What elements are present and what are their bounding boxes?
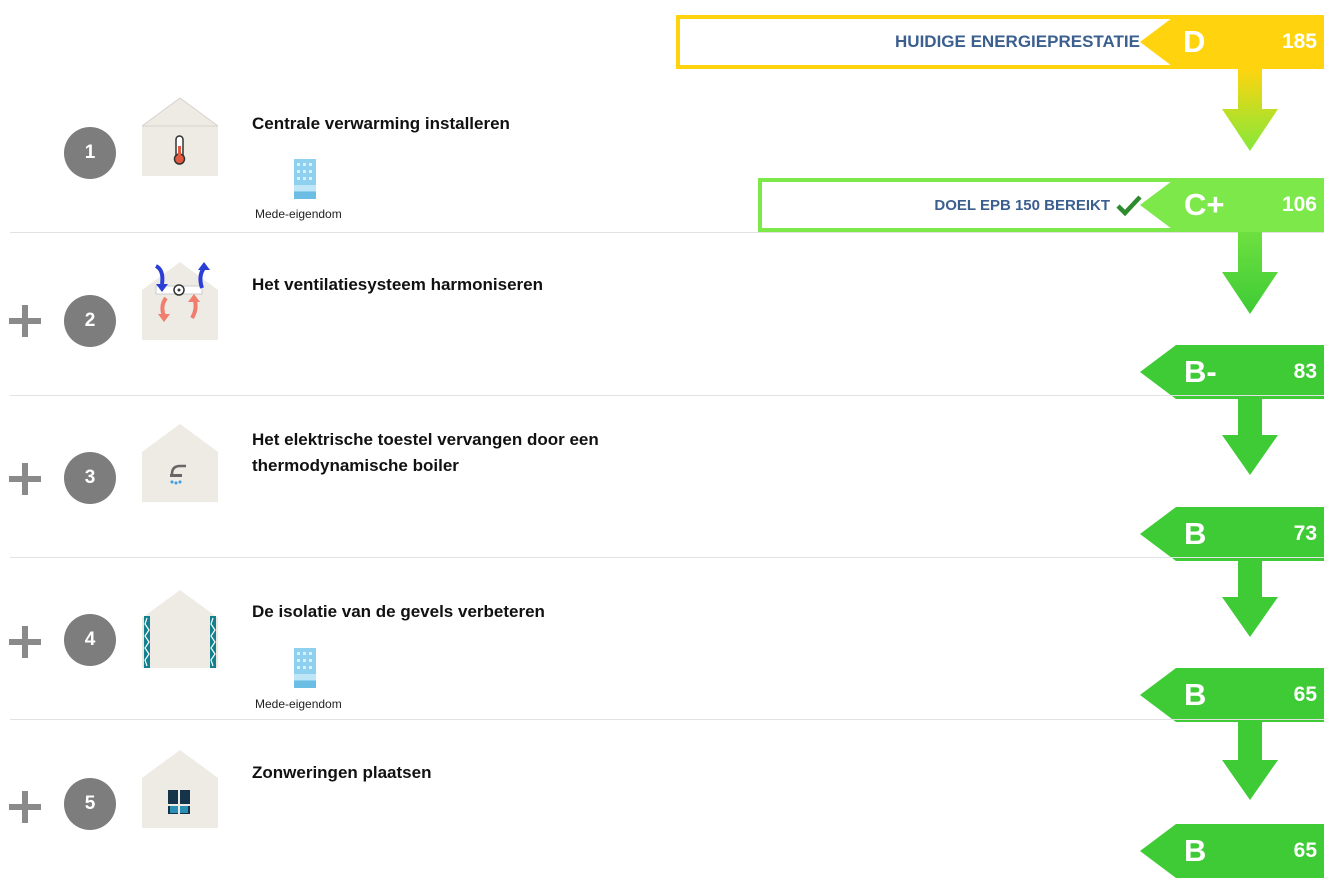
step-value-4: 65 (1293, 683, 1317, 706)
co-ownership-label: Mede-eigendom (255, 207, 342, 221)
ventilation-icon (142, 260, 218, 340)
plus-icon (9, 463, 41, 495)
step-title-3a: Het elektrische toestel vervangen door een (252, 430, 599, 449)
divider (10, 557, 1324, 558)
step-value-3: 73 (1293, 522, 1317, 545)
divider (10, 719, 1324, 720)
current-value: 185 (1281, 30, 1317, 53)
step-number-1: 1 (64, 127, 116, 179)
step-grade-2: B- (1184, 354, 1217, 389)
co-ownership-label: Mede-eigendom (255, 697, 342, 711)
step-title-4: De isolatie van de gevels verbeteren (252, 602, 545, 621)
step-grade-4: B (1184, 677, 1207, 712)
current-performance-box (676, 15, 1206, 69)
progress-arrow (1222, 232, 1278, 314)
target-value: 106 (1281, 193, 1317, 216)
target-grade: C+ (1184, 187, 1225, 222)
step-title-1: Centrale verwarming installeren (252, 114, 510, 133)
step-value-2: 83 (1293, 360, 1317, 383)
step-grade-3: B (1184, 516, 1207, 551)
step-value-5: 65 (1293, 839, 1317, 862)
plus-icon (9, 305, 41, 337)
plus-icon (9, 791, 41, 823)
building-icon (292, 646, 320, 690)
divider (10, 395, 1324, 396)
step-grade-5: B (1184, 833, 1207, 868)
progress-arrow (1222, 399, 1278, 475)
step-number-4: 4 (64, 614, 116, 666)
divider (10, 232, 1324, 233)
step-title-2: Het ventilatiesysteem harmoniseren (252, 275, 544, 294)
step-number-5: 5 (64, 778, 116, 830)
step-number-2: 2 (64, 295, 116, 347)
target-label: DOEL EPB 150 BEREIKT (934, 196, 1110, 214)
thermometer-icon (142, 96, 218, 176)
window-shade-icon (142, 748, 218, 828)
step-title-3b: thermodynamische boiler (252, 456, 459, 475)
checkmark-icon (1116, 194, 1142, 216)
progress-arrow (1222, 69, 1278, 151)
step-title-5: Zonweringen plaatsen (252, 763, 432, 782)
wall-insulation-icon (142, 588, 218, 668)
progress-arrow (1222, 561, 1278, 637)
progress-arrow (1222, 722, 1278, 800)
current-performance-label: HUIDIGE ENERGIEPRESTATIE (895, 32, 1140, 51)
building-icon (292, 157, 320, 201)
shower-icon (142, 422, 218, 502)
current-grade: D (1183, 24, 1206, 59)
plus-icon (9, 626, 41, 658)
step-number-3: 3 (64, 452, 116, 504)
